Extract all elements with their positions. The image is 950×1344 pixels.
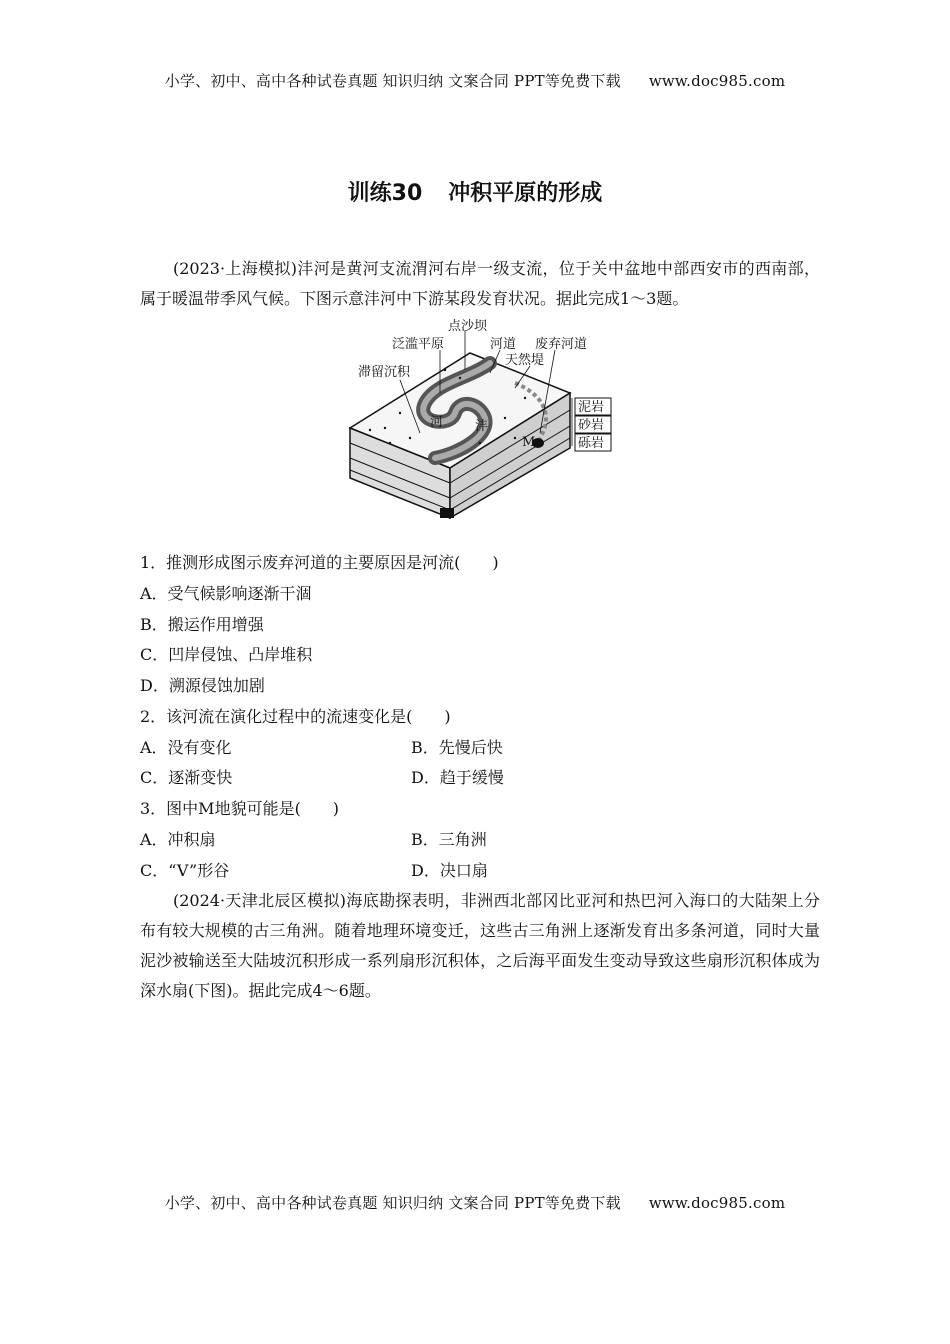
header-text: 小学、初中、高中各种试卷真题 知识归纳 文案合同 PPT等免费下载 <box>164 72 621 90</box>
question-1-stem: 1．推测形成图示废弃河道的主要原因是河流( ) <box>140 553 499 572</box>
label-feng: 沣 <box>475 419 489 434</box>
label-point-bar: 点沙坝 <box>448 319 488 334</box>
intro-paragraph-1: (2023·上海模拟)沣河是黄河支流渭河右岸一级支流，位于关中盆地中部西安市的西南部，属于暖温带季风气候。下图示意沣河中下游某段发育状况。据此完成1～3题。 <box>140 259 820 308</box>
label-conglomerate: 砾岩 <box>578 436 605 451</box>
label-m: M <box>522 435 536 450</box>
question-2-option-a[interactable]: A．没有变化 <box>140 738 232 757</box>
label-floodplain: 泛滥平原 <box>392 337 445 352</box>
lag-deposit-block <box>440 508 454 518</box>
label-he: 河 <box>430 415 444 430</box>
question-1-option-d[interactable]: D．溯源侵蚀加剧 <box>140 676 265 695</box>
label-mudstone: 泥岩 <box>578 400 605 415</box>
title-number: 训练30 <box>347 181 423 206</box>
question-3-option-d[interactable]: D．决口扇 <box>411 861 488 880</box>
question-1-option-a[interactable]: A．受气候影响逐渐干涸 <box>140 584 312 603</box>
question-2-option-c[interactable]: C．逐渐变快 <box>140 768 233 787</box>
river-diagram-svg <box>340 318 620 528</box>
footer-text: 小学、初中、高中各种试卷真题 知识归纳 文案合同 PPT等免费下载 <box>164 1194 621 1212</box>
river-diagram <box>340 318 620 528</box>
footer-site[interactable]: www.doc985.com <box>648 1194 786 1212</box>
label-channel: 河道 <box>490 337 517 352</box>
question-1-option-b[interactable]: B．搬运作用增强 <box>140 615 264 634</box>
label-sandstone: 砂岩 <box>578 418 605 433</box>
question-3-option-c[interactable]: C．“V”形谷 <box>140 861 230 880</box>
label-abandoned: 废弃河道 <box>535 337 588 352</box>
title-text: 冲积平原的形成 <box>448 181 603 206</box>
page-header <box>0 70 950 91</box>
question-3-option-b[interactable]: B．三角洲 <box>411 830 487 849</box>
intro-paragraph-2: (2024·天津北辰区模拟)海底勘探表明，非洲西北部冈比亚河和热巴河入海口的大陆架上分布有较大规模的古三角洲。随着地理环境变迁，这些古三角洲上逐渐发育出多条河道，同时大量泥沙被输送至大陆坡沉积形成一系列扇形沉积体，之后海平面发生变动导致这些扇形沉积体成为深水扇(下图)。据此完成4～6题。 <box>140 891 820 1000</box>
question-1-option-c[interactable]: C．凹岸侵蚀、凸岸堆积 <box>140 645 313 664</box>
label-levee: 天然堤 <box>505 353 545 368</box>
question-2-option-d[interactable]: D．趋于缓慢 <box>411 768 504 787</box>
page-footer <box>0 1192 950 1213</box>
question-2-stem: 2．该河流在演化过程中的流速变化是( ) <box>140 707 451 726</box>
question-3-stem: 3．图中M地貌可能是( ) <box>140 799 340 818</box>
question-2-option-b[interactable]: B．先慢后快 <box>411 738 503 757</box>
label-lag: 滞留沉积 <box>358 365 411 380</box>
page-title <box>0 176 950 207</box>
question-3-option-a[interactable]: A．冲积扇 <box>140 830 216 849</box>
header-site[interactable]: www.doc985.com <box>648 72 786 90</box>
